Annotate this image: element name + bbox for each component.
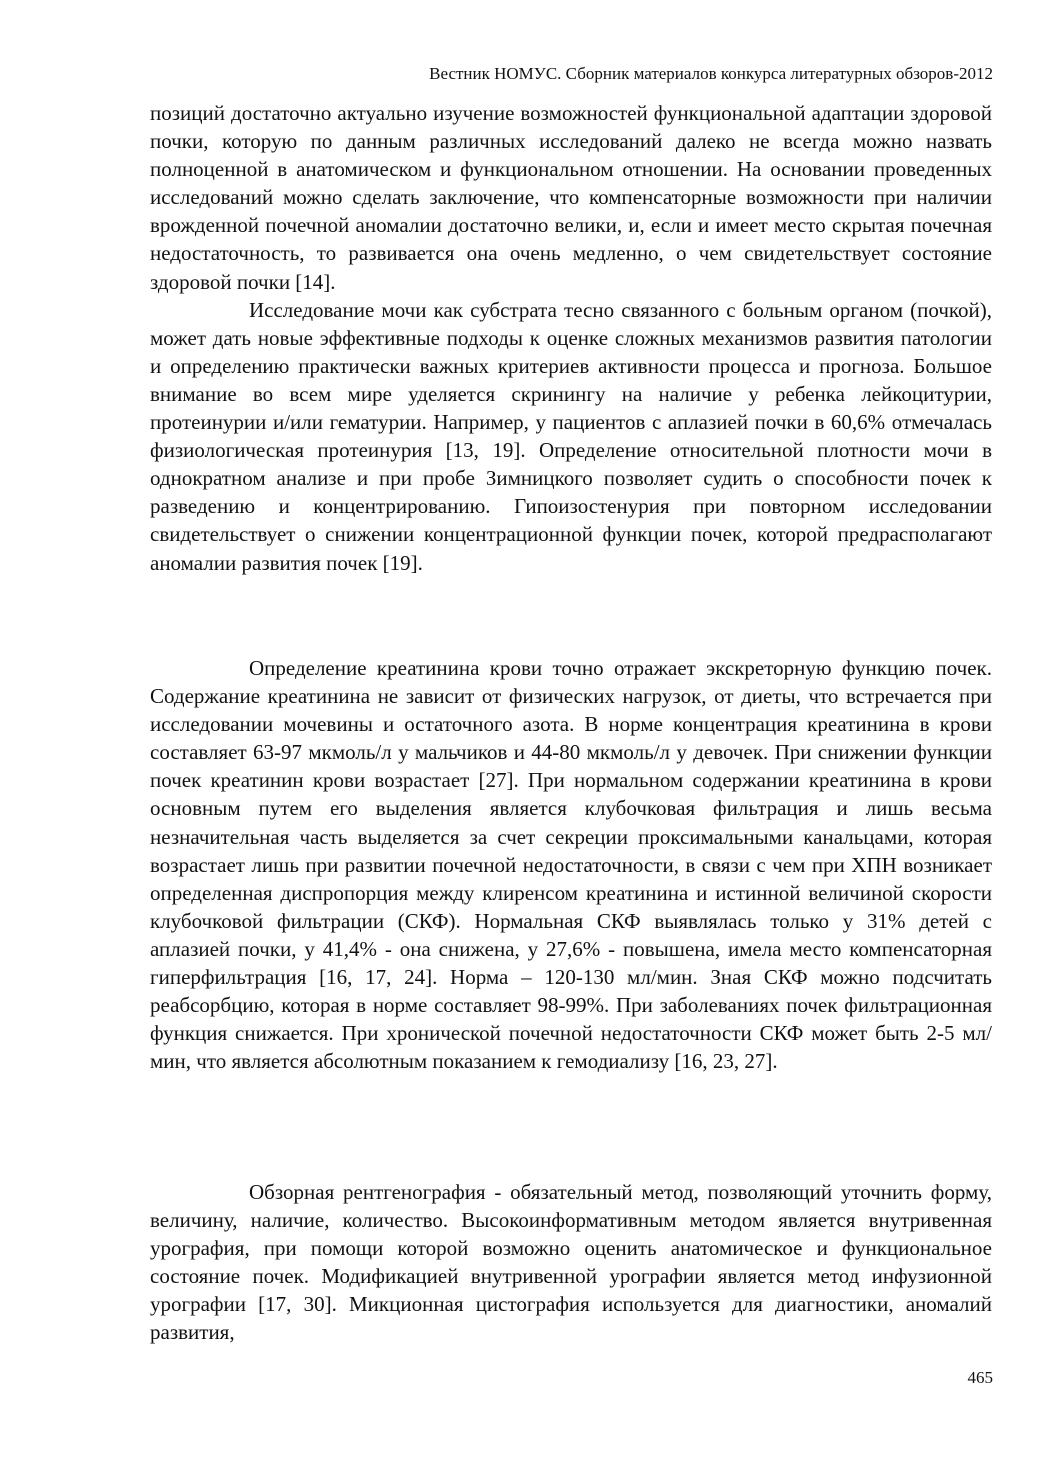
running-header: Вестник НОМУС. Сборник материалов конкурса литературных обзоров-2012	[429, 64, 993, 83]
paragraph-continuation: позиций достаточно актуально изучение возможностей функциональной адаптации здоровой почки, которую по данным различных исследований далеко не всегда можно назвать полноценной в анатомическом и функциональном отношении. На основании проведенных исследований можно сделать заключение, что компенсаторные возможности при наличии врожденной почечной аномалии достаточно велики, и, если и имеет место скрытая почечная недостаточность, то развивается она очень медленно, о чем свидетельствует состояние здоровой почки [14].	[150, 101, 992, 294]
text-block-3	[150, 1178, 992, 1347]
paragraph-radiography: Обзорная рентгенография - обязательный метод, позволяющий уточнить форму, величину, наличие, количество. Высокоинформативным методом является внутривенная урография, при помощи которой возможно оценить анатомическое и функциональное состояние почек. Модификацией внутривенной урографии является метод инфузионной урографии [17, 30]. Микционная цистография используется для диагностики, аномалий развития,	[150, 1180, 992, 1345]
paragraph-creatinine: Определение креатинина крови точно отражает экскреторную функцию почек. Содержание креатинина не зависит от физических нагрузок, от диеты, что встречается при исследовании мочевины и остаточного азота. В норме концентрация креатинина в крови составляет 63-97 мкмоль/л у мальчиков и 44-80 мкмоль/л у девочек. При снижении функции почек креатинин крови возрастает [27]. При нормальном содержании креатинина в крови основным путем его выделения является клубочковая фильтрация и лишь весьма незначительная часть выделяется за счет секреции проксимальными канальцами, которая возрастает лишь при развитии почечной недостаточности, в связи с чем при ХПН возникает определенная диспропорция между клиренсом креатинина и истинной величиной скорости клубочковой фильтрации (СКФ). Нормальная СКФ выявлялась только у 31% детей с аплазией почки, у 41,4% - она снижена, у 27,6% - повышена, имела место компенсаторная гиперфильтрация [16, 17, 24]. Норма – 120-130 мл/мин. Зная СКФ можно подсчитать реабсорбцию, которая в норме составляет 98-99%. При заболеваниях почек фильтрационная функция снижается. При хронической почечной недостаточности СКФ может быть 2-5 мл/мин, что является абсолютным показанием к гемодиализу [16, 23, 27].	[150, 656, 992, 1074]
paragraph-urine-study: Исследование мочи как субстрата тесно связанного с больным органом (почкой), может дать новые эффективные подходы к оценке сложных механизмов развития патологии и определению практически важных критериев активности процесса и прогноза. Большое внимание во всем мире уделяется скринингу на наличие у ребенка лейкоцитурии, протеинурии и/или гематурии. Например, у пациентов с аплазией почки в 60,6% отмечалась физиологическая протеинурия [13, 19]. Определение относительной плотности мочи в однократном анализе и при пробе Зимницкого позволяет судить о способности почек к разведению и концентрированию. Гипоизостенурия при повторном исследовании свидетельствует о снижении концентрационной функции почек, которой предрасполагают аномалии развития почек [19].	[150, 297, 992, 575]
page-number: 465	[967, 1368, 993, 1387]
text-block-2	[150, 654, 992, 1075]
text-block-1	[150, 99, 992, 577]
